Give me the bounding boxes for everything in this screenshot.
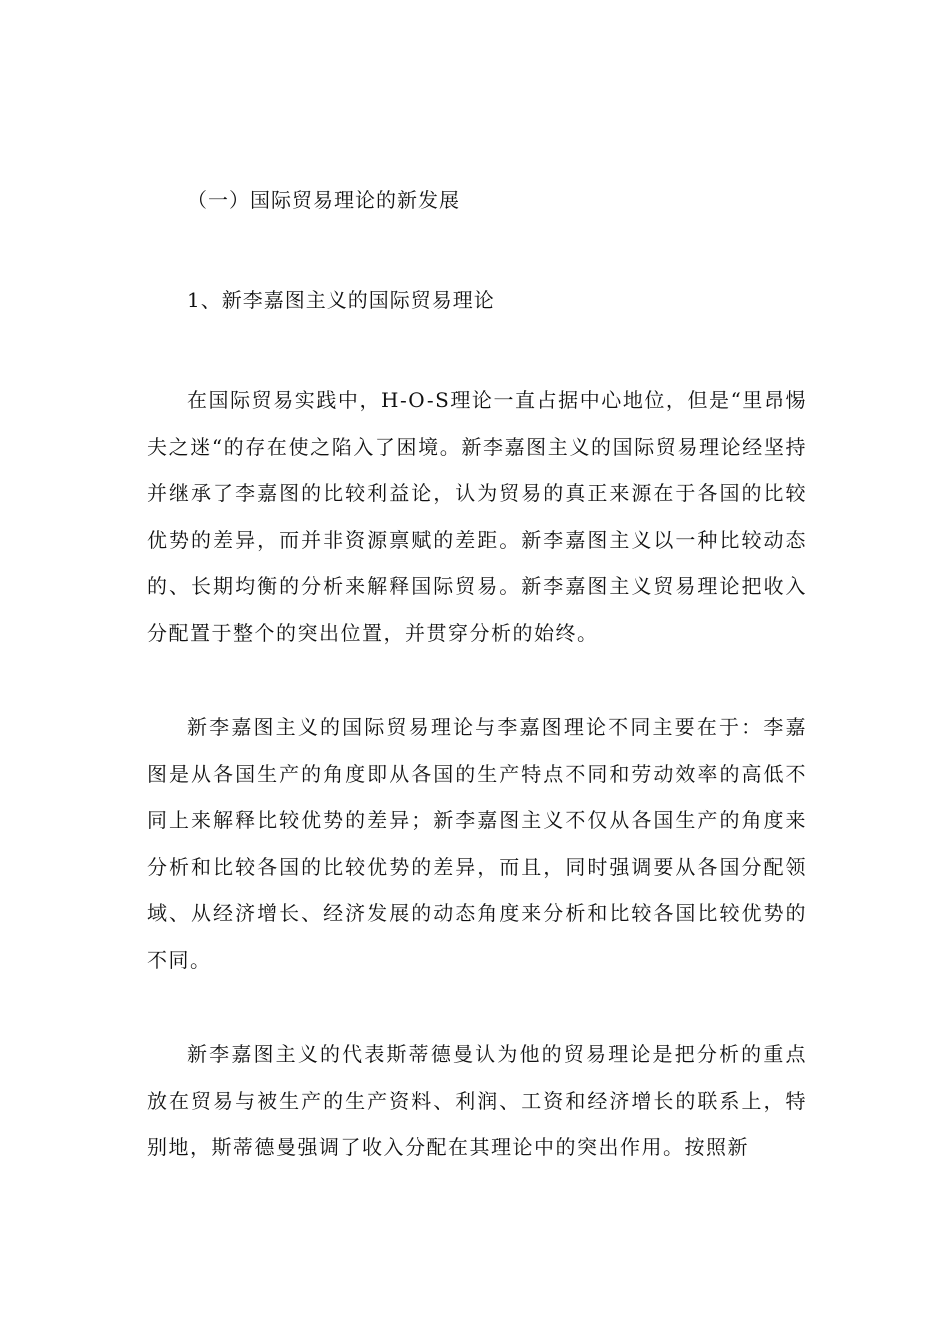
section-heading: （一）国际贸易理论的新发展	[187, 188, 460, 212]
document-body	[147, 178, 807, 1171]
body-paragraph-3: 新李嘉图主义的代表斯蒂德曼认为他的贸易理论是把分析的重点放在贸易与被生产的生产资料、利润、工资和经济增长的联系上，特别地，斯蒂德曼强调了收入分配在其理论中的突出作用。按照新	[147, 1042, 807, 1159]
subsection-heading: 1、新李嘉图主义的国际贸易理论	[187, 288, 495, 312]
body-paragraph-1: 在国际贸易实践中，H-O-S理论一直占据中心地位，但是“里昂惕夫之迷“的存在使之陷入了困境。新李嘉图主义的国际贸易理论经坚持并继承了李嘉图的比较利益论，认为贸易的真正来源在于各国的比较优势的差异，而并非资源禀赋的差距。新李嘉图主义以一种比较动态的、长期均衡的分析来解释国际贸易。新李嘉图主义贸易理论把收入分配置于整个的突出位置，并贯穿分析的始终。	[147, 388, 807, 645]
body-paragraph-2: 新李嘉图主义的国际贸易理论与李嘉图理论不同主要在于：李嘉图是从各国生产的角度即从各国的生产特点不同和劳动效率的高低不同上来解释比较优势的差异；新李嘉图主义不仅从各国生产的角度来分析和比较各国的比较优势的差异，而且，同时强调要从各国分配领域、从经济增长、经济发展的动态角度来分析和比较各国比较优势的不同。	[147, 715, 807, 972]
